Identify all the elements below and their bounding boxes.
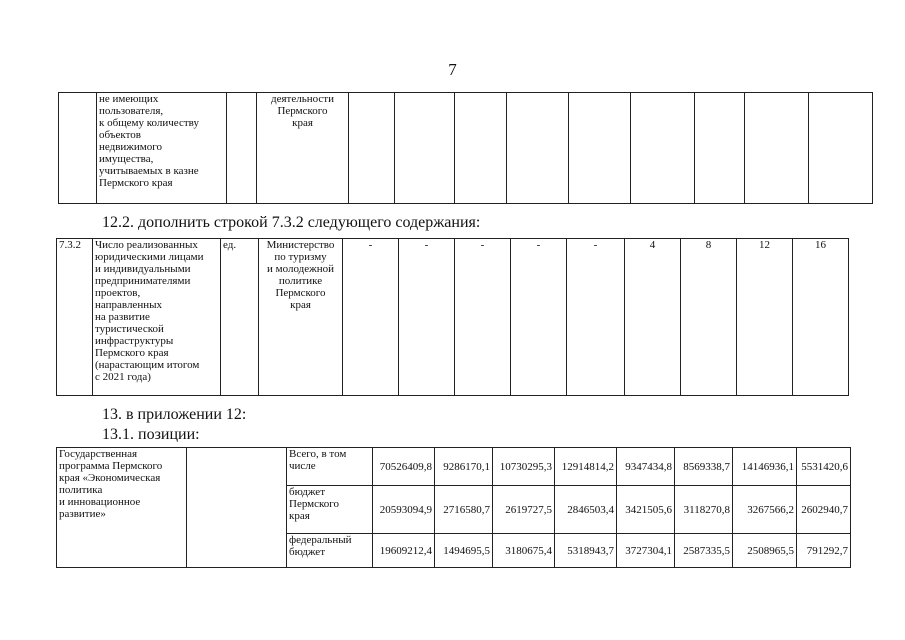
- code-cell: [59, 93, 97, 204]
- value-cell: [395, 93, 455, 204]
- amount-cell: 2619727,5: [493, 486, 555, 534]
- indicator-cell: не имеющих пользователя, к общему количеству объектов недвижимого имущества, учитываемых в казне Пермского края: [97, 93, 227, 204]
- amount-cell: 70526409,8: [373, 448, 435, 486]
- value-cell: 8: [681, 239, 737, 396]
- value-cell: 4: [625, 239, 681, 396]
- indicator-table-continuation: [58, 92, 873, 204]
- value-cell: [809, 93, 873, 204]
- amount-cell: 791292,7: [797, 534, 851, 568]
- indicator-cell: Число реализованных юридическими лицами и индивидуальными предпринимателями проектов, направленных на развитие туристической инфраструктуры Пермского края (нарастающим итогом с 2021 года): [93, 239, 221, 396]
- amount-cell: 9347434,8: [617, 448, 675, 486]
- code-cell: 7.3.2: [57, 239, 93, 396]
- value-cell: -: [567, 239, 625, 396]
- table-row: [57, 448, 851, 486]
- responsible-cell: [187, 448, 287, 568]
- amount-cell: 2716580,7: [435, 486, 493, 534]
- amount-cell: 3267566,2: [733, 486, 797, 534]
- amount-cell: 3421505,6: [617, 486, 675, 534]
- value-cell: [631, 93, 695, 204]
- section-heading-12-2: 12.2. дополнить строкой 7.3.2 следующего содержания:: [102, 214, 481, 231]
- amount-cell: 2587335,5: [675, 534, 733, 568]
- source-label-cell: Всего, в том числе: [287, 448, 373, 486]
- table-row: [59, 93, 873, 204]
- value-cell: [455, 93, 507, 204]
- amount-cell: 9286170,1: [435, 448, 493, 486]
- unit-cell: [227, 93, 257, 204]
- value-cell: [745, 93, 809, 204]
- amount-cell: 20593094,9: [373, 486, 435, 534]
- amount-cell: 19609212,4: [373, 534, 435, 568]
- value-cell: 12: [737, 239, 793, 396]
- source-label-cell: федеральный бюджет: [287, 534, 373, 568]
- value-cell: -: [511, 239, 567, 396]
- source-label-cell: бюджет Пермского края: [287, 486, 373, 534]
- amount-cell: 2846503,4: [555, 486, 617, 534]
- indicator-table-new-row: [56, 238, 849, 396]
- value-cell: -: [399, 239, 455, 396]
- table-row: [57, 239, 849, 396]
- unit-cell: ед.: [221, 239, 259, 396]
- executor-cell: Министерство по туризму и молодежной политике Пермского края: [259, 239, 343, 396]
- amount-cell: 5531420,6: [797, 448, 851, 486]
- value-cell: -: [343, 239, 399, 396]
- executor-cell: деятельности Пермского края: [257, 93, 349, 204]
- amount-cell: 3118270,8: [675, 486, 733, 534]
- value-cell: -: [455, 239, 511, 396]
- amount-cell: 2508965,5: [733, 534, 797, 568]
- program-name-cell: Государственная программа Пермского края «Экономическая политика и инновационное развитие»: [57, 448, 187, 568]
- amount-cell: 5318943,7: [555, 534, 617, 568]
- value-cell: [507, 93, 569, 204]
- value-cell: [349, 93, 395, 204]
- amount-cell: 10730295,3: [493, 448, 555, 486]
- amount-cell: 8569338,7: [675, 448, 733, 486]
- amount-cell: 2602940,7: [797, 486, 851, 534]
- section-heading-13-1: 13.1. позиции:: [102, 426, 200, 443]
- value-cell: [569, 93, 631, 204]
- value-cell: [695, 93, 745, 204]
- page-number: 7: [448, 60, 457, 79]
- value-cell: 16: [793, 239, 849, 396]
- amount-cell: 1494695,5: [435, 534, 493, 568]
- section-heading-13: 13. в приложении 12:: [102, 406, 247, 423]
- amount-cell: 3727304,1: [617, 534, 675, 568]
- amount-cell: 14146936,1: [733, 448, 797, 486]
- amount-cell: 3180675,4: [493, 534, 555, 568]
- amount-cell: 12914814,2: [555, 448, 617, 486]
- program-financing-table: [56, 447, 851, 568]
